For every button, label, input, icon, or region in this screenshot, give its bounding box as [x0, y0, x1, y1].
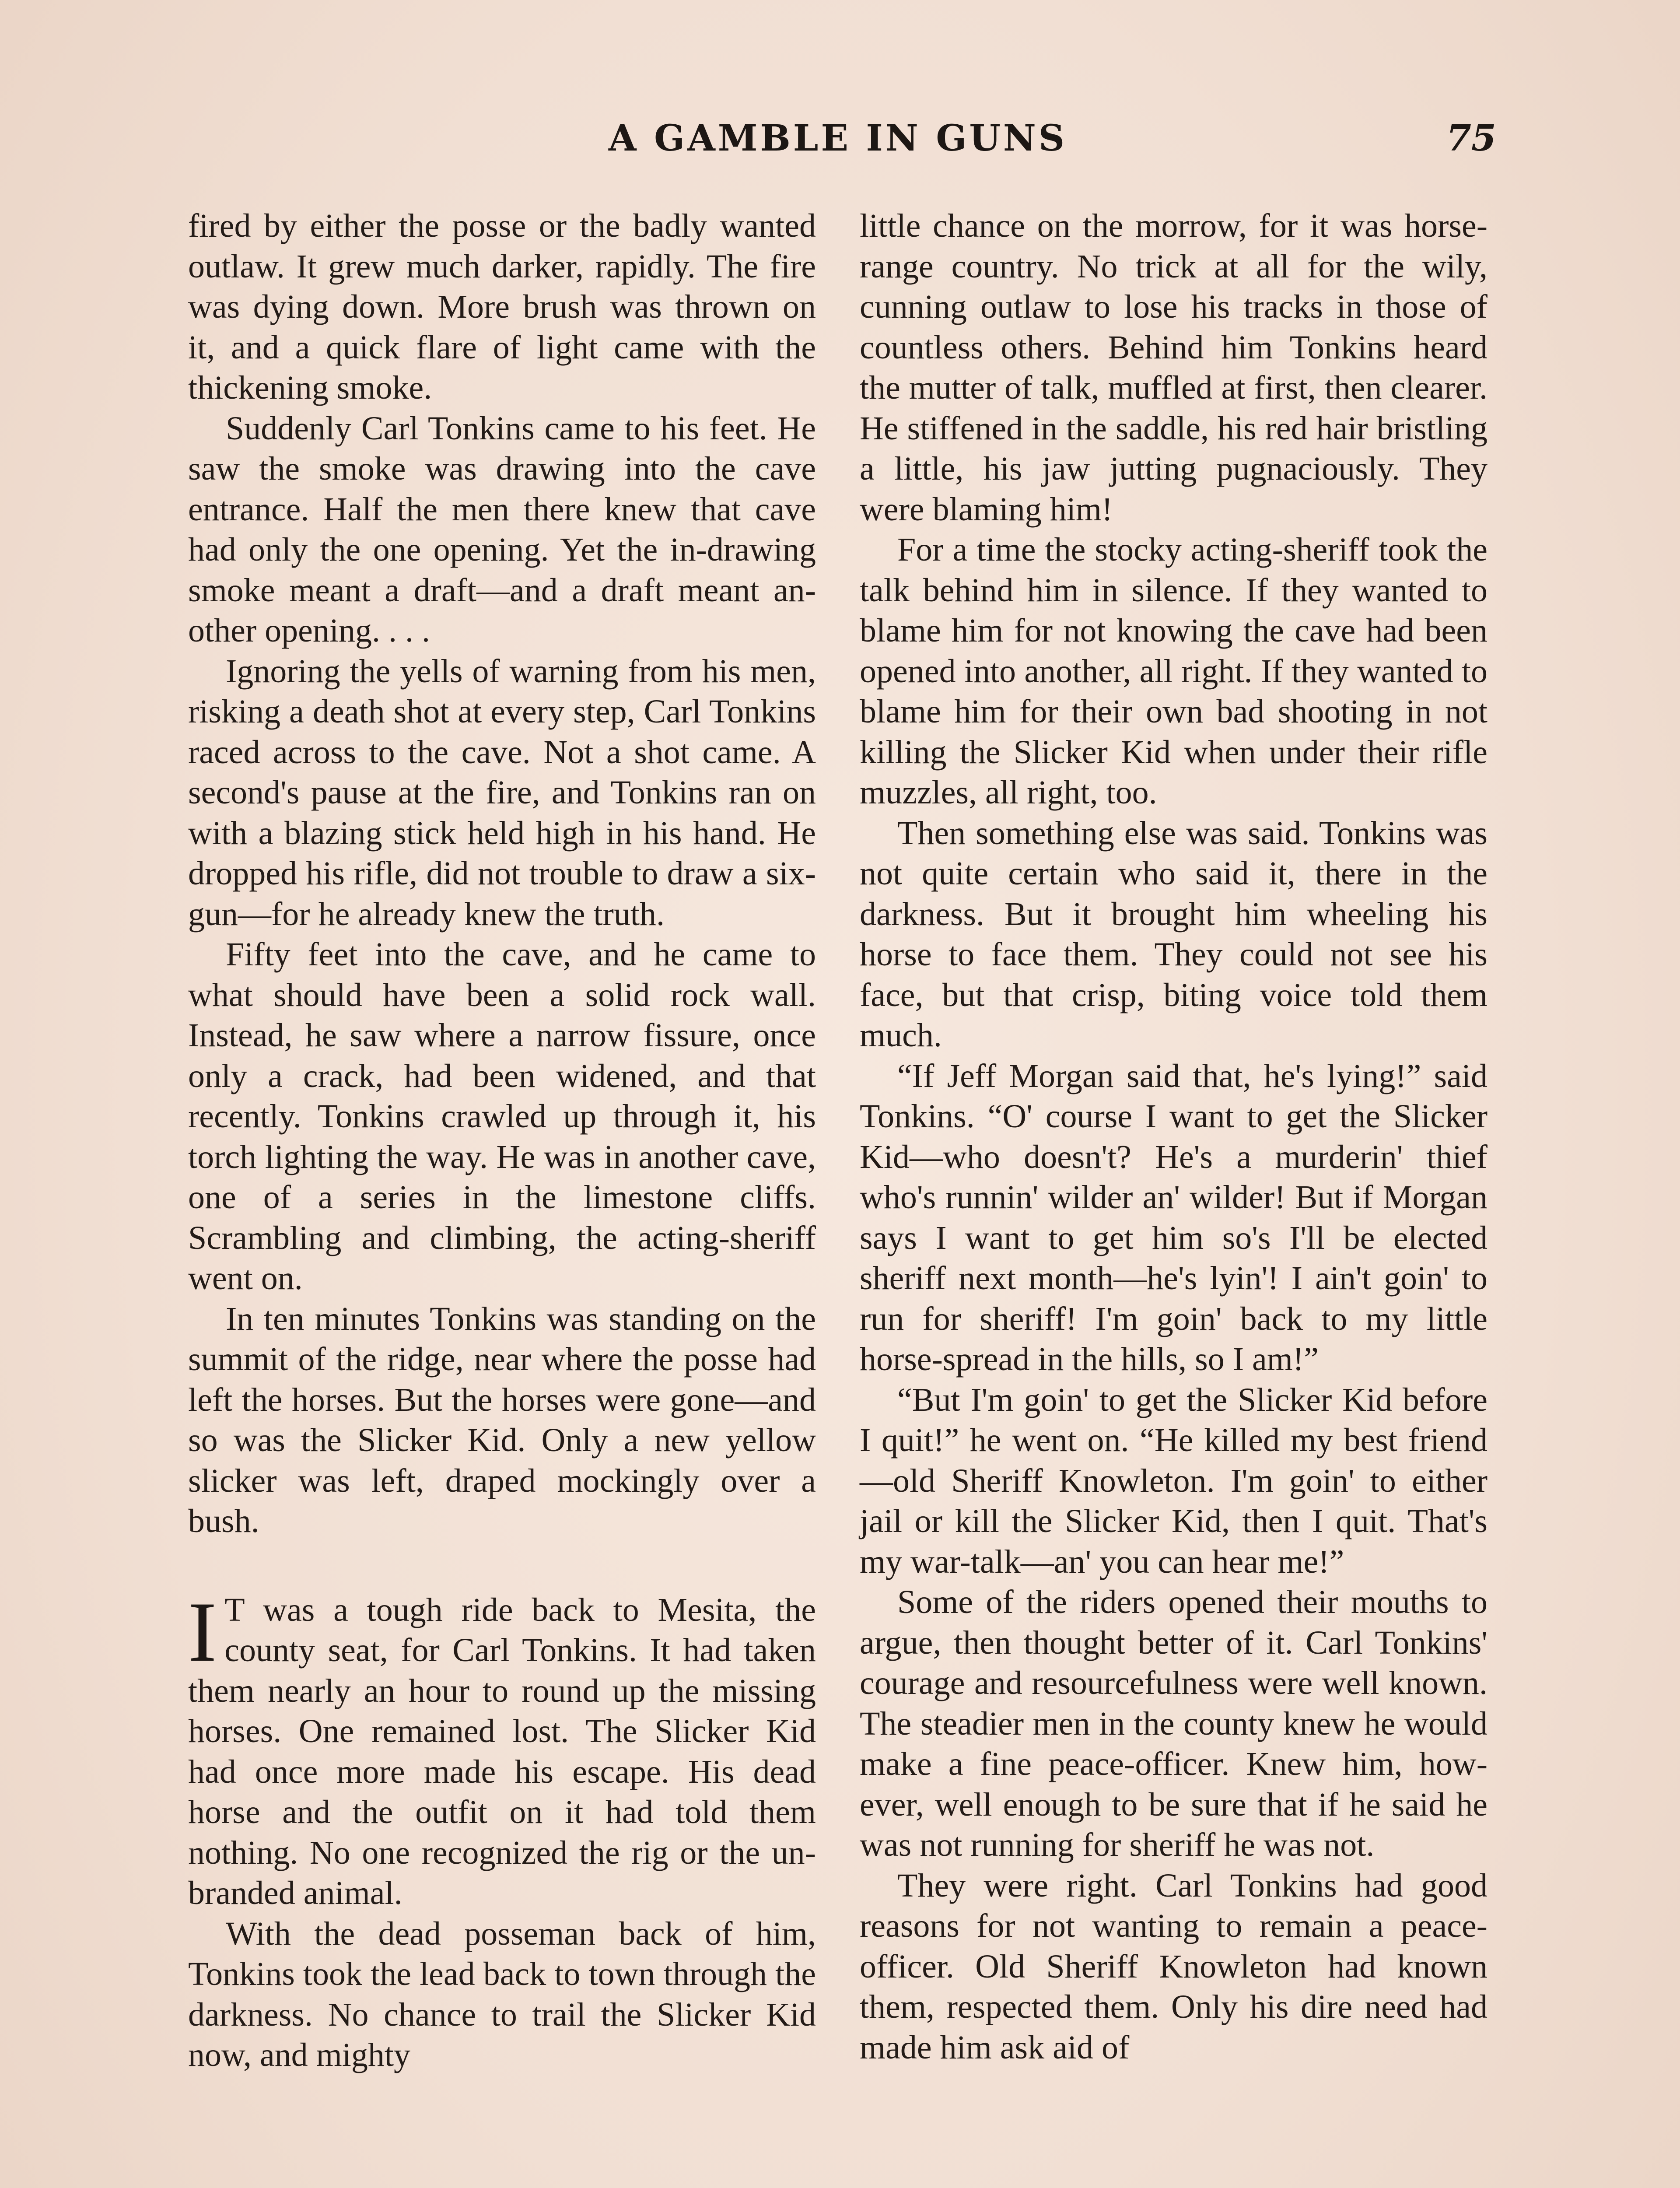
paragraph: In ten minutes Tonkins was standing on the summit of the ridge, near where the posse had left the horses. But the horses were gone—and so was the Slicker Kid. Only a new yellow slicker was left, draped mockingly over a bush. [188, 1300, 816, 1539]
running-title: A GAMBLE IN GUNS [608, 117, 1068, 159]
paragraph: “But I'm goin' to get the Slicker Kid before I quit!” he went on. “He killed my best friend—old Sheriff Knowleton. I'm goin' to either jail or kill the Slicker Kid, then I quit. That's my war-talk—an' you can hear me!” [860, 1381, 1488, 1580]
paragraph: Ignoring the yells of warning from his men, risking a death shot at every step, Carl Tonkins raced across to the cave. Not a shot came. A second's pause at the fire, and Tonkins ran on with a blazing stick held high in his hand. He dropped his rifle, did not trouble to draw a six-gun—for he already knew the truth. [188, 652, 816, 933]
page-number: 75 [1446, 117, 1496, 159]
paragraph: Then something else was said. Tonkins was not quite certain who said it, there in the darkness. But it brought him wheeling his horse to face them. They could not see his face, but that crisp, biting voice told them much. [860, 814, 1488, 1054]
paragraph: With the dead posseman back of him, Tonkins took the lead back to town through the darkness. No chance to trail the Slicker Kid now, and mighty [188, 1915, 816, 2073]
page-header [179, 117, 1496, 174]
paragraph: “If Jeff Morgan said that, he's lying!” said Tonkins. “O' course I want to get the Slicker Kid—who doesn't? He's a murderin' thief who's runnin' wilder an' wilder! But if Morgan says I want to get him so's I'll be elected sheriff next month—he's lyin'! I ain't goin' to run for sheriff! I'm goin' back to my little horse-spread in the hills, so I am!” [860, 1057, 1488, 1378]
paragraph: Suddenly Carl Tonkins came to his feet. He saw the smoke was drawing into the cave entrance. Half the men there knew that cave had only the one opening. Yet the in-drawing smoke meant a draft—and a draft meant another opening. . . . [188, 410, 816, 649]
section-opening-paragraph [188, 1584, 816, 1914]
paragraph: For a time the stocky acting-sheriff took the talk behind him in silence. If they wanted to blame him for not knowing the cave had been opened into another, all right. If they wanted to blame him for their own bad shooting in not killing the Slicker Kid when under their rifle muzzles, all right, too. [860, 531, 1488, 811]
paragraph: They were right. Carl Tonkins had good reasons for not wanting to remain a peace-officer. Old Sheriff Knowleton had known them, respected them. Only his dire need had made him ask aid of [860, 1867, 1488, 2066]
paragraph: little chance on the morrow, for it was horse-range country. No trick at all for the wily, cunning outlaw to lose his tracks in those of countless others. Behind him Tonkins heard the mutter of talk, muffled at first, then clearer. He stiffened in the saddle, his red hair bristling a little, his jaw jutting pugnaciously. They were blaming him! [860, 207, 1488, 528]
paragraph: Fifty feet into the cave, and he came to what should have been a solid rock wall. Instead, he saw where a narrow fissure, once only a crack, had been widened, and that recently. Tonkins crawled up through it, his torch lighting the way. He was in another cave, one of a series in the limestone cliffs. Scrambling and climbing, the acting-sheriff went on. [188, 936, 816, 1297]
paragraph: fired by either the posse or the badly wanted outlaw. It grew much darker, rapidly. The fire was dying down. More brush was thrown on it, and a quick flare of light came with the thickening smoke. [188, 207, 816, 406]
drop-cap: I [188, 1584, 217, 1680]
paragraph: Some of the riders opened their mouths to argue, then thought better of it. Carl Tonkins' courage and resourcefulness were well known. The steadier men in the county knew he would make a fine peace-officer. Knew him, however, well enough to be sure that if he said he was not running for sheriff he was not. [860, 1584, 1488, 1863]
paragraph-text: T was a tough ride back to Mesita, the county seat, for Carl Tonkins. It had taken them nearly an hour to round up the missing horses. One remained lost. The Slicker Kid had once more made his escape. His dead horse and the outfit on it had told them nothing. No one recognized the rig or the unbranded animal. [188, 1591, 816, 1911]
right-text-column [860, 206, 1488, 2068]
left-text-column [188, 206, 816, 2076]
